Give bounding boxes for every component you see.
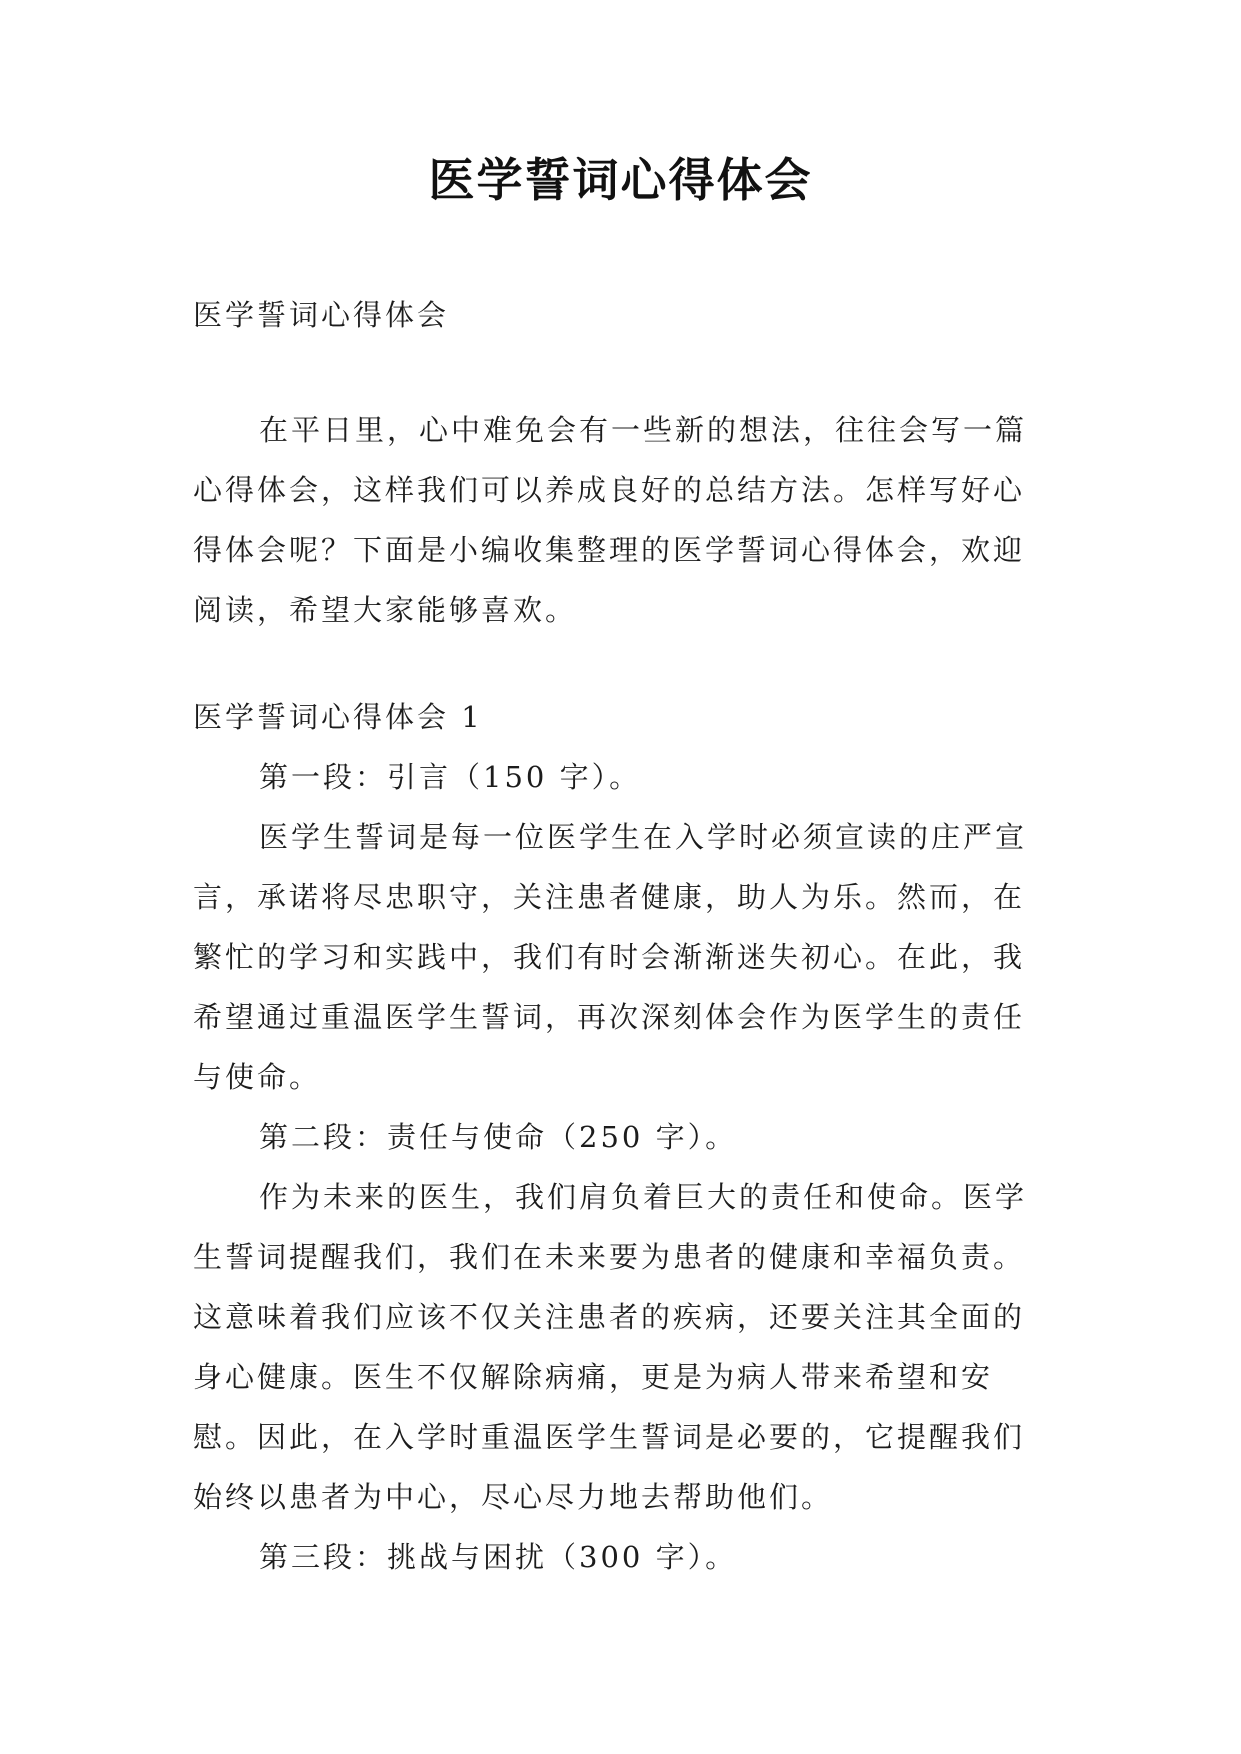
intro-block <box>193 400 1053 640</box>
document-subtitle <box>193 285 1053 345</box>
paragraph-heading-1: 第一段：引言（150 字）。 <box>259 760 642 794</box>
subtitle-text: 医学誓词心得体会 <box>193 298 450 332</box>
paragraph-heading-3: 第三段：挑战与困扰（300 字）。 <box>259 1540 738 1574</box>
paragraph: 医学生誓词是每一位医学生在入学时必须宣读的庄严宣言，承诺将尽忠职守，关注患者健康，助人为乐。然而，在繁忙的学习和实践中，我们有时会渐渐迷失初心。在此，我希望通过重温医学生誓词，再次深刻体会作为医学生的责任与使命。 <box>193 820 1028 1094</box>
paragraph: 作为未来的医生，我们肩负着巨大的责任和使命。医学生誓词提醒我们，我们在未来要为患者的健康和幸福负责。这意味着我们应该不仅关注患者的疾病，还要关注其全面的身心健康。医生不仅解除病痛，更是为病人带来希望和安慰。因此，在入学时重温医学生誓词是必要的，它提醒我们始终以患者为中心，尽心尽力地去帮助他们。 <box>193 1180 1028 1514</box>
paragraph-heading-2: 第二段：责任与使命（250 字）。 <box>259 1120 738 1154</box>
document-title: 医学誓词心得体会 <box>428 153 813 207</box>
section-heading: 医学誓词心得体会 1 <box>193 700 483 734</box>
section-1 <box>193 687 1053 1587</box>
intro-paragraph: 在平日里，心中难免会有一些新的想法，往往会写一篇心得体会，这样我们可以养成良好的总结方法。怎样写好心得体会呢？下面是小编收集整理的医学誓词心得体会，欢迎阅读，希望大家能够喜欢。 <box>193 413 1028 627</box>
